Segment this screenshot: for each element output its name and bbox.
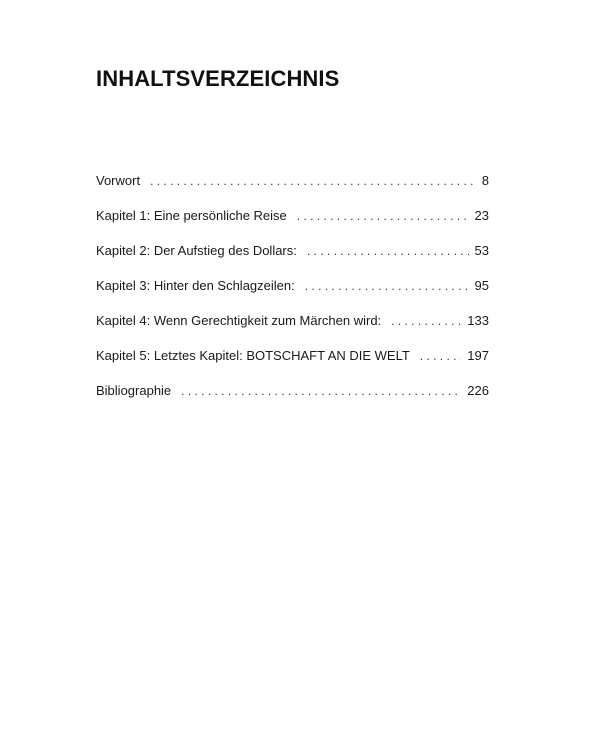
toc-entry-page-number: 197 [467, 348, 489, 363]
toc-entry-bibliographie [96, 381, 489, 416]
toc-entry-label: Kapitel 4: Wenn Gerechtigkeit zum Märchen wird: [96, 313, 382, 328]
toc-entry-label: Kapitel 1: Eine persönliche Reise [96, 208, 287, 223]
toc-entry-vorwort [96, 171, 489, 206]
toc-entry-page-number: 133 [467, 313, 489, 328]
toc-entry-kapitel-4 [96, 311, 489, 346]
dot-leader [420, 346, 462, 366]
toc-entry-kapitel-2 [96, 241, 489, 276]
toc-entry-page-number: 53 [474, 243, 489, 258]
dot-leader [297, 206, 469, 226]
toc-entry-page-number: 226 [467, 383, 489, 398]
dot-leader [181, 381, 461, 401]
toc-entry-label: Vorwort [96, 173, 141, 188]
toc-entry-kapitel-1 [96, 206, 489, 241]
toc-entry-page-number: 95 [474, 278, 489, 293]
dot-leader [305, 276, 469, 296]
toc-entry-page-number: 23 [474, 208, 489, 223]
dot-leader [150, 171, 476, 191]
dot-leader [391, 311, 461, 331]
toc-entry-label: Kapitel 2: Der Aufstieg des Dollars: [96, 243, 297, 258]
table-of-contents [96, 171, 489, 416]
toc-entry-page-number: 8 [481, 173, 489, 188]
toc-entry-kapitel-5 [96, 346, 489, 381]
page-title: INHALTSVERZEICHNIS [96, 66, 340, 91]
dot-leader [307, 241, 469, 261]
toc-entry-label: Bibliographie [96, 383, 172, 398]
toc-entry-kapitel-3 [96, 276, 489, 311]
toc-entry-label: Kapitel 5: Letztes Kapitel: BOTSCHAFT AN DIE WELT [96, 348, 410, 363]
toc-entry-label: Kapitel 3: Hinter den Schlagzeilen: [96, 278, 295, 293]
